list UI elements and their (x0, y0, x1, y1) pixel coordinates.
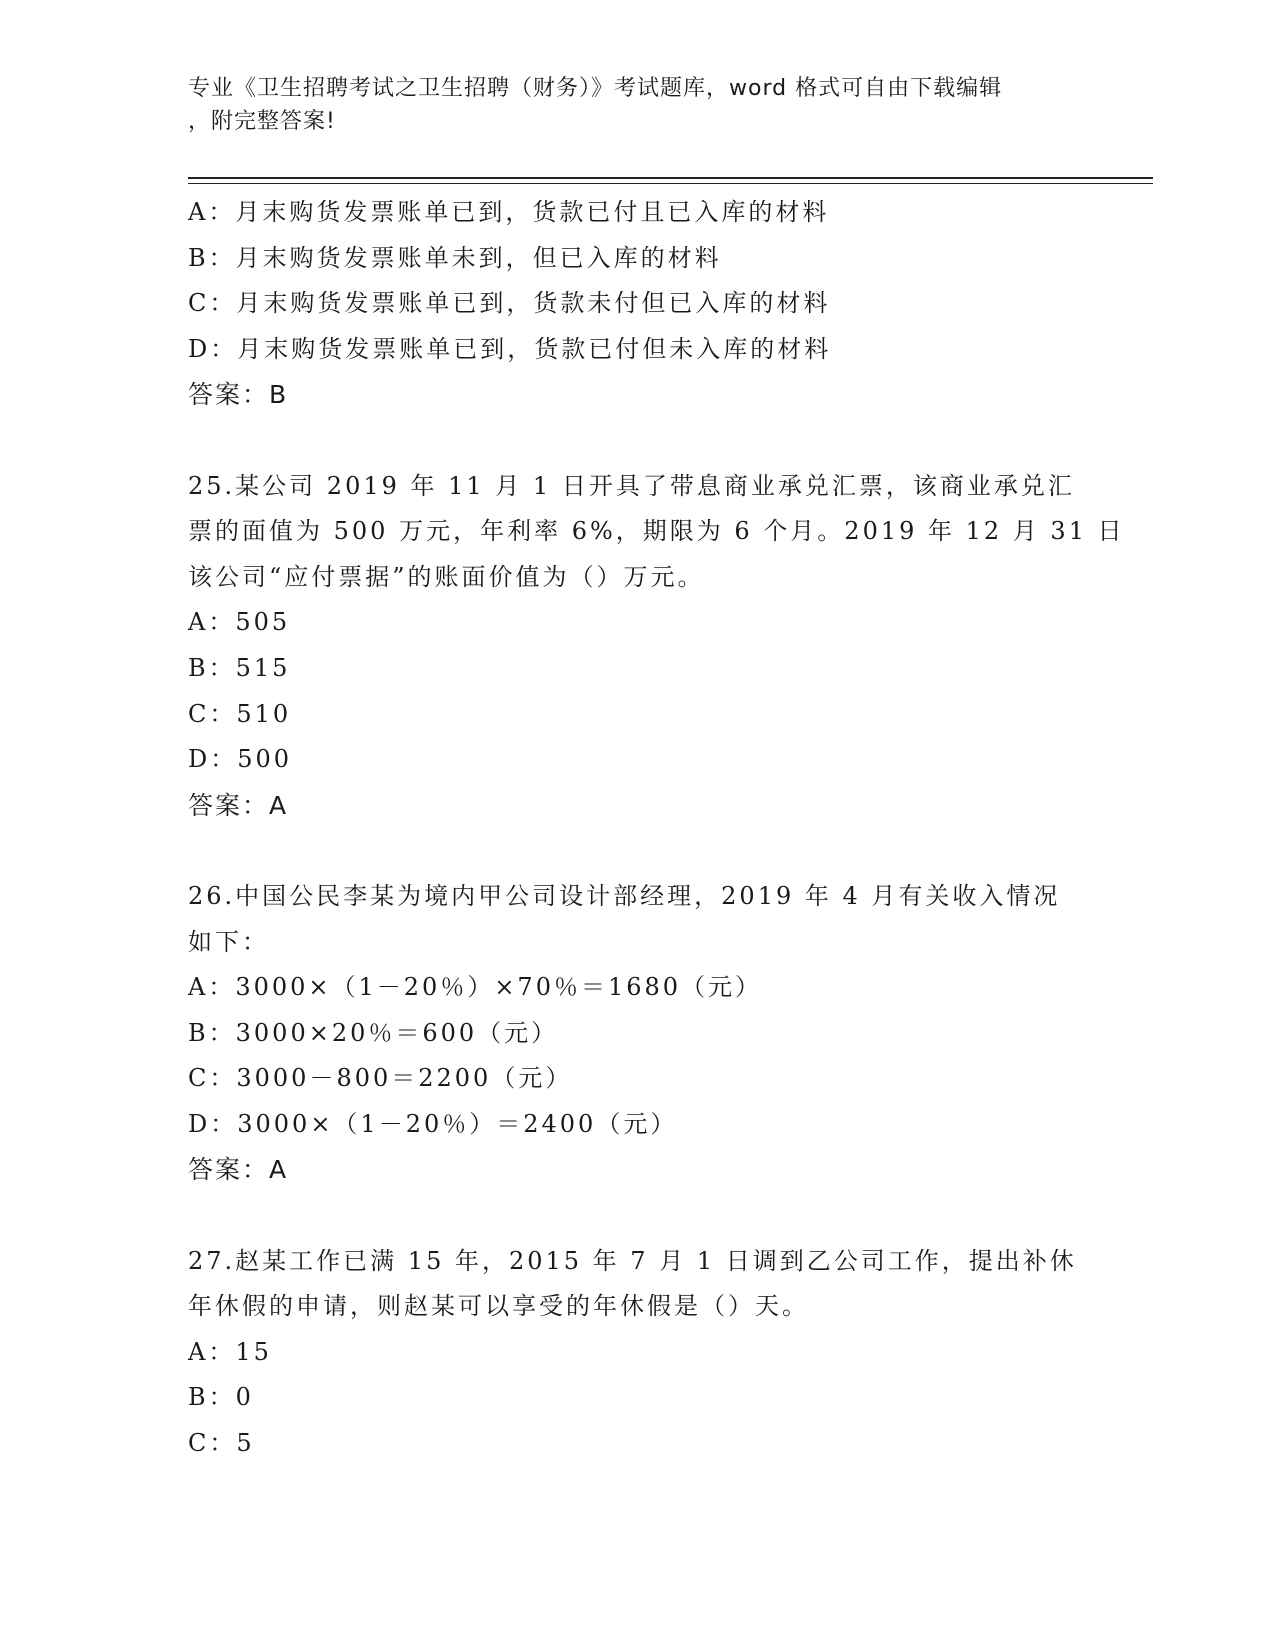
header-divider-thick (188, 177, 1153, 179)
document-header (188, 72, 1068, 138)
question-stem-line: 该公司“应付票据”的账面价值为（）万元。 (188, 562, 705, 591)
option-d: D：500 (188, 745, 293, 774)
option-c: C：510 (188, 699, 292, 728)
answer: 答案：B (188, 380, 289, 410)
question-stem-line: 票的面值为 500 万元，年利率 6%，期限为 6 个月。2019 年 12 月 31 日 (188, 517, 1125, 546)
option-c: C：3000－800＝2200（元） (188, 1064, 573, 1093)
option-a: A：月末购货发票账单已到，货款已付且已入库的材料 (188, 198, 830, 226)
question-stem-line: 如下： (188, 927, 269, 956)
header-title-line-2: ，附完整答案! (188, 109, 336, 134)
option-a: A：505 (188, 608, 291, 637)
option-a: A：3000×（1－20％）×70％＝1680（元） (188, 973, 763, 1002)
option-b: B：月末购货发票账单未到，但已入库的材料 (188, 243, 722, 272)
question-list (188, 190, 1125, 1467)
question-stem-line: 年休假的申请，则赵某可以享受的年休假是（）天。 (188, 1292, 809, 1321)
option-b: B：0 (188, 1383, 254, 1412)
option-a: A：15 (188, 1337, 272, 1366)
answer: 答案：A (188, 790, 289, 820)
header-divider-thin (188, 183, 1153, 184)
answer: 答案：A (188, 1155, 289, 1185)
option-c: C：5 (188, 1429, 255, 1458)
header-title-line-1: 专业《卫生招聘考试之卫生招聘（财务）》考试题库，word 格式可自由下载编辑 (188, 76, 1003, 101)
spacer (188, 1193, 1088, 1239)
spacer (188, 418, 1088, 464)
question-stem-line: 26.中国公民李某为境内甲公司设计部经理，2019 年 4 月有关收入情况 (188, 881, 1061, 910)
option-b: B：3000×20％＝600（元） (188, 1018, 559, 1047)
question-stem-line: 25.某公司 2019 年 11 月 1 日开具了带息商业承兑汇票，该商业承兑汇 (188, 471, 1075, 500)
option-d: D：月末购货发票账单已到，货款已付但未入库的材料 (188, 334, 832, 363)
question-24 (188, 190, 1088, 418)
question-stem-line: 27.赵某工作已满 15 年，2015 年 7 月 1 日调到乙公司工作，提出补休 (188, 1246, 1077, 1275)
spacer (188, 828, 1088, 874)
option-b: B：515 (188, 653, 291, 682)
question-27 (188, 1239, 1088, 1467)
option-c: C：月末购货发票账单已到，货款未付但已入库的材料 (188, 289, 831, 318)
question-25 (188, 464, 1125, 829)
question-26 (188, 874, 1088, 1193)
option-d: D：3000×（1－20％）＝2400（元） (188, 1109, 678, 1138)
